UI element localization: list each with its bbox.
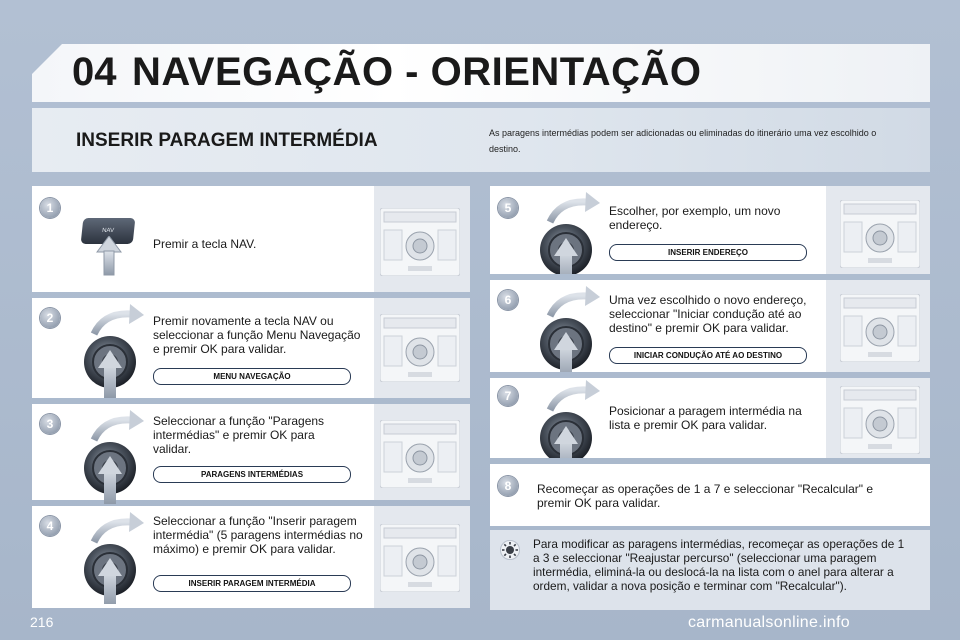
step-number-2: 2 <box>40 308 60 328</box>
rotary-knob-icon <box>74 300 150 400</box>
tip-text: Para modificar as paragens intermédias, recomeçar as operações de 1 a 3 e seleccionar "Reajustar percurso" (seleccionar uma paragem intermédia, eliminá-la ou deslocá-la na lista com o anel para alterar a ordem, validar a nova posição e terminar com "Recalcular"). <box>533 537 905 593</box>
radio-panel-icon <box>840 294 920 362</box>
step-number-7: 7 <box>498 386 518 406</box>
chapter-title: NAVEGAÇÃO - ORIENTAÇÃO <box>132 50 702 94</box>
press-arrow-icon <box>94 236 124 276</box>
rotary-knob-icon <box>74 508 150 604</box>
step-text-8: Recomeçar as operações de 1 a 7 e seleccionar "Recalcular" e premir OK para validar. <box>537 482 874 510</box>
nav-key-icon: NAV <box>81 218 136 244</box>
menu-badge-4: INSERIR PARAGEM INTERMÉDIA <box>153 575 351 592</box>
section-intro: As paragens intermédias podem ser adicionadas ou eliminadas do itinerário uma vez escolhido o destino. <box>489 128 877 154</box>
step-text-6: Uma vez escolhido o novo endereço, seleccionar "Iniciar condução até ao destino" e premir OK para validar. <box>609 293 807 335</box>
menu-badge-2: MENU NAVEGAÇÃO <box>153 368 351 385</box>
menu-badge-3: PARAGENS INTERMÉDIAS <box>153 466 351 483</box>
step-text-2: Premir novamente a tecla NAV ou seleccionar a função Menu Navegação e premir OK para validar. <box>153 314 361 356</box>
step-number-3: 3 <box>40 414 60 434</box>
radio-panel-icon <box>380 314 460 382</box>
radio-panel-icon <box>840 200 920 268</box>
lightbulb-icon <box>500 540 520 560</box>
step-number-4: 4 <box>40 516 60 536</box>
step-text-3: Seleccionar a função "Paragens intermédias" e premir OK para validar. <box>153 414 325 456</box>
menu-badge-6: INICIAR CONDUÇÃO ATÉ AO DESTINO <box>609 347 807 364</box>
step-text-1: Premir a tecla NAV. <box>153 237 257 251</box>
step-number-1: 1 <box>40 198 60 218</box>
rotary-knob-icon <box>530 376 606 458</box>
page-number: 216 <box>30 614 54 630</box>
radio-panel-icon <box>380 524 460 592</box>
radio-panel-icon <box>380 208 460 276</box>
radio-panel-icon <box>380 420 460 488</box>
rotary-knob-icon <box>530 282 606 372</box>
step-number-6: 6 <box>498 290 518 310</box>
radio-panel-icon <box>840 386 920 454</box>
step-text-4: Seleccionar a função "Inserir paragem intermédia" (5 paragens intermédias no máximo) e premir OK para validar. <box>153 514 363 556</box>
menu-badge-5: INSERIR ENDEREÇO <box>609 244 807 261</box>
chapter-number: 04 <box>72 50 117 94</box>
section-title: INSERIR PARAGEM INTERMÉDIA <box>76 130 378 151</box>
step-number-8: 8 <box>498 476 518 496</box>
step-text-7: Posicionar a paragem intermédia na lista e premir OK para validar. <box>609 404 802 432</box>
step-number-5: 5 <box>498 198 518 218</box>
rotary-knob-icon <box>74 406 150 506</box>
step-text-5: Escolher, por exemplo, um novo endereço. <box>609 204 781 232</box>
watermark: carmanualsonline.info <box>688 614 850 631</box>
rotary-knob-icon <box>530 188 606 274</box>
